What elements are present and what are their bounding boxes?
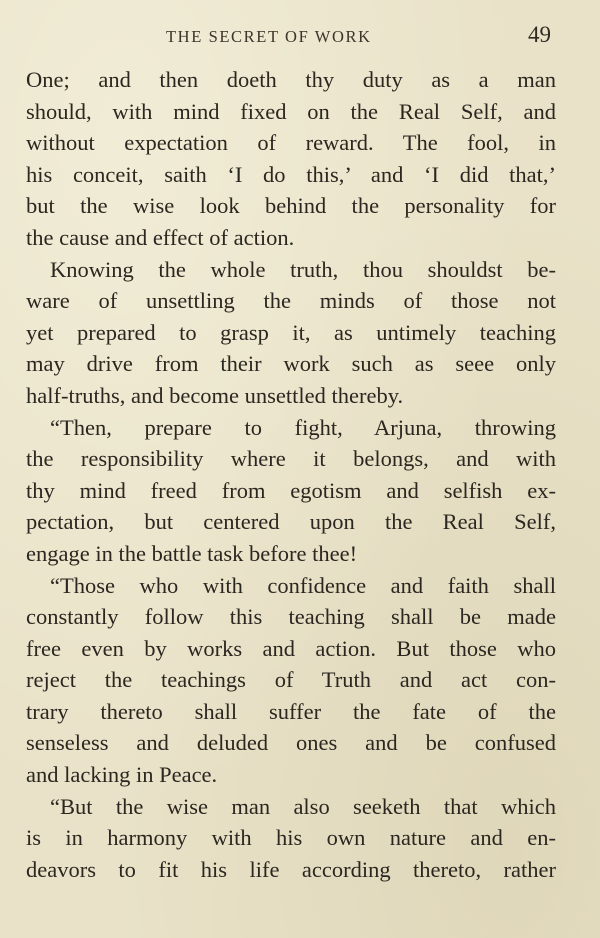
running-head — [0, 22, 600, 52]
paragraph — [26, 64, 556, 254]
body-text — [26, 64, 556, 885]
paragraph — [26, 254, 556, 412]
text-line: One; and then doeth thy duty as a man — [26, 67, 556, 92]
text-line: yet prepared to grasp it, as untimely teaching — [26, 319, 556, 345]
text-line: senseless and deluded ones and be confused — [26, 730, 556, 756]
running-title: THE SECRET OF WORK — [166, 27, 372, 46]
text-line: “But the wise man also seeketh that which — [50, 793, 556, 819]
paragraph — [26, 570, 556, 791]
page-number: 49 — [528, 22, 551, 47]
text-line: the responsibility where it belongs, and with — [26, 446, 556, 472]
text-line: his conceit, saith ‘I do this,’ and ‘I did that,’ — [26, 161, 556, 187]
paragraph — [26, 791, 556, 886]
text-line: is in harmony with his own nature and en- — [26, 825, 556, 851]
text-line: but the wise look behind the personality for — [26, 193, 556, 219]
text-line: should, with mind fixed on the Real Self, and — [26, 98, 556, 124]
text-line: the cause and effect of action. — [26, 224, 295, 250]
text-line: deavors to fit his life according thereto, rather — [26, 856, 556, 882]
text-line: ware of unsettling the minds of those not — [26, 288, 556, 314]
text-line: and lacking in Peace. — [26, 762, 218, 788]
text-line: reject the teachings of Truth and act con- — [26, 667, 556, 693]
text-line: engage in the battle task before thee! — [26, 540, 358, 566]
text-line: thy mind freed from egotism and selfish ex- — [26, 477, 556, 503]
text-line: may drive from their work such as seee only — [26, 351, 556, 377]
text-line: without expectation of reward. The fool, in — [26, 130, 556, 156]
text-line: half-truths, and become unsettled thereby. — [26, 382, 404, 408]
text-line: trary thereto shall suffer the fate of the — [26, 698, 556, 724]
text-line: “Those who with confidence and faith shall — [50, 572, 556, 598]
text-line: constantly follow this teaching shall be made — [26, 604, 556, 630]
text-line: “Then, prepare to fight, Arjuna, throwing — [50, 414, 556, 440]
paragraph — [26, 412, 556, 570]
text-line: pectation, but centered upon the Real Self, — [26, 509, 556, 535]
text-line: free even by works and action. But those who — [26, 635, 556, 661]
text-line: Knowing the whole truth, thou shouldst be- — [50, 256, 556, 282]
